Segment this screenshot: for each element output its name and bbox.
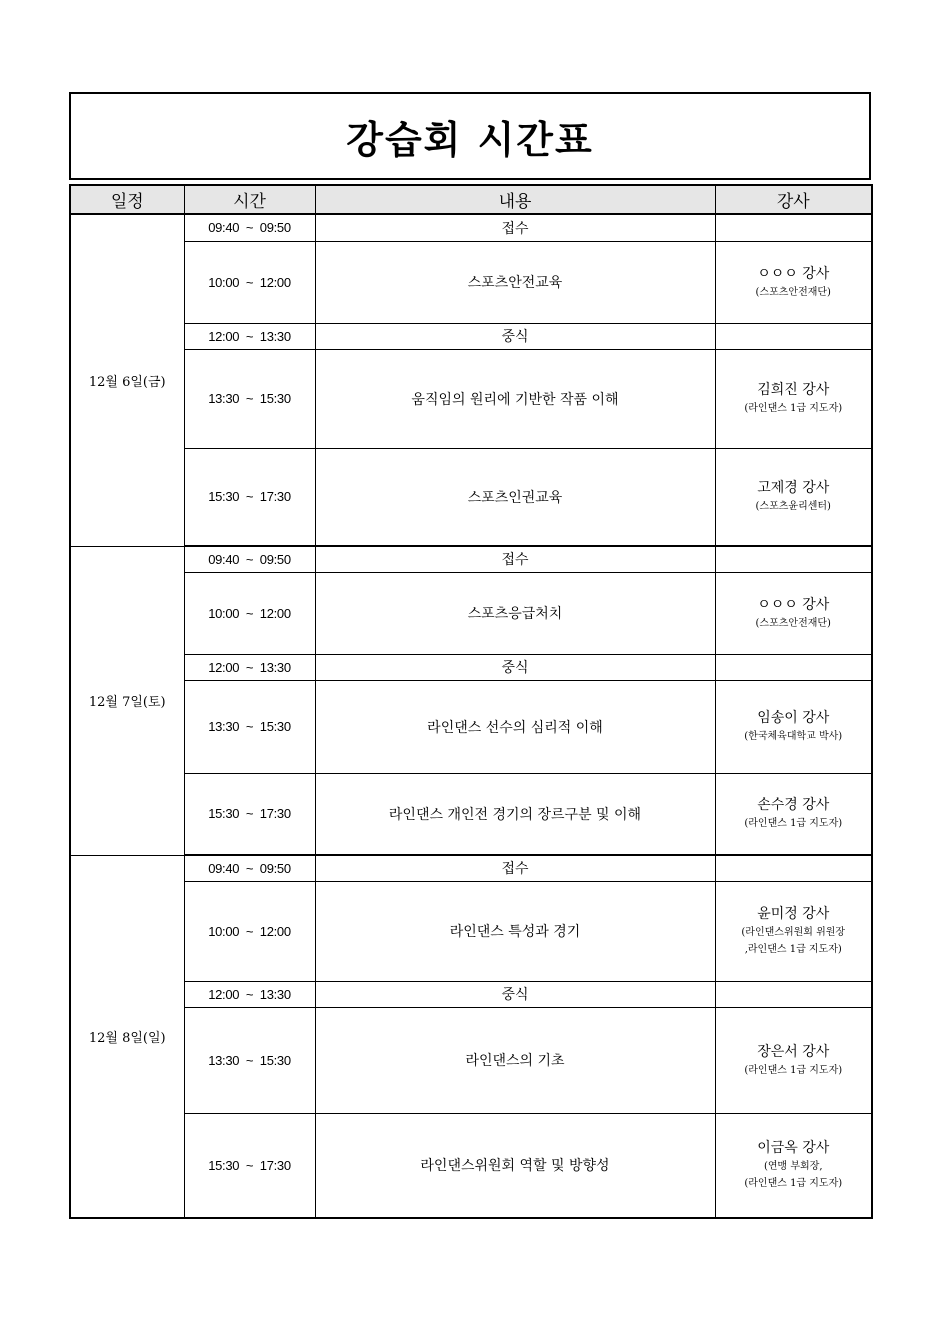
instructor-cell [715,323,872,349]
date-cell: 12월 8일(일) [70,855,184,1218]
table-row [70,773,872,855]
date-cell: 12월 6일(금) [70,214,184,546]
content-cell: 중식 [315,981,715,1007]
time-cell: 13:30 ~ 15:30 [184,1007,315,1113]
instructor-name: 이금옥 강사 [757,1140,830,1157]
time-cell: 15:30 ~ 17:30 [184,1113,315,1218]
time-cell: 12:00 ~ 13:30 [184,981,315,1007]
table-row [70,855,872,881]
instructor-affiliation: (라인댄스 1급 지도자) [744,1178,843,1190]
content-cell: 움직임의 원리에 기반한 작품 이해 [315,349,715,448]
table-row [70,654,872,680]
instructor-cell [715,654,872,680]
title-box [69,92,871,180]
header-time: 시간 [184,185,315,214]
table-row [70,241,872,323]
table-row [70,546,872,572]
table-row [70,680,872,773]
table-row [70,981,872,1007]
instructor-name: ㅇㅇㅇ 강사 [757,265,830,282]
instructor-cell [715,1113,872,1218]
instructor-name: 고제경 강사 [757,480,830,497]
instructor-cell [715,572,872,654]
instructor-cell [715,881,872,981]
instructor-affiliation: (스포츠윤리센터) [755,501,831,513]
schedule-body [70,214,872,1218]
table-row [70,323,872,349]
header-instructor: 강사 [715,185,872,214]
instructor-cell [715,448,872,546]
instructor-cell [715,773,872,855]
content-cell: 라인댄스 개인전 경기의 장르구분 및 이해 [315,773,715,855]
time-cell: 09:40 ~ 09:50 [184,546,315,572]
instructor-name: ㅇㅇㅇ 강사 [757,596,830,613]
instructor-name: 임송이 강사 [757,710,830,726]
instructor-affiliation: (스포츠안전재단) [755,617,831,629]
time-cell: 10:00 ~ 12:00 [184,881,315,981]
instructor-cell [715,214,872,241]
instructor-affiliation: (라인댄스위원회 위원장 [741,927,846,938]
content-cell: 스포츠인권교육 [315,448,715,546]
time-cell: 10:00 ~ 12:00 [184,572,315,654]
time-cell: 09:40 ~ 09:50 [184,855,315,881]
content-cell: 중식 [315,323,715,349]
time-cell: 10:00 ~ 12:00 [184,241,315,323]
table-row [70,349,872,448]
content-cell: 라인댄스 선수의 심리적 이해 [315,680,715,773]
instructor-cell [715,546,872,572]
content-cell: 라인댄스위원회 역할 및 방향성 [315,1113,715,1218]
content-cell: 라인댄스 특성과 경기 [315,881,715,981]
instructor-cell [715,680,872,773]
instructor-cell [715,349,872,448]
content-cell: 접수 [315,855,715,881]
instructor-affiliation: (스포츠안전재단) [755,286,831,298]
time-cell: 13:30 ~ 15:30 [184,680,315,773]
header-row [70,185,872,214]
schedule-table [69,184,873,1219]
instructor-affiliation: (라인댄스 1급 지도자) [744,1064,843,1076]
header-content: 내용 [315,185,715,214]
instructor-name: 윤미정 강사 [757,906,830,922]
instructor-affiliation: (라인댄스 1급 지도자) [744,403,843,414]
date-cell: 12월 7일(토) [70,546,184,855]
time-cell: 15:30 ~ 17:30 [184,448,315,546]
instructor-affiliation: (한국체육대학교 박사) [744,731,843,742]
content-cell: 라인댄스의 기초 [315,1007,715,1113]
content-cell: 중식 [315,654,715,680]
table-row [70,214,872,241]
content-cell: 접수 [315,546,715,572]
content-cell: 스포츠응급처치 [315,572,715,654]
instructor-affiliation: (라인댄스 1급 지도자) [744,818,843,830]
time-cell: 15:30 ~ 17:30 [184,773,315,855]
time-cell: 09:40 ~ 09:50 [184,214,315,241]
time-cell: 12:00 ~ 13:30 [184,323,315,349]
instructor-name: 김희진 강사 [757,382,830,398]
page-title: 강습회 시간표 [346,117,594,162]
instructor-name: 장은서 강사 [757,1043,830,1060]
time-cell: 12:00 ~ 13:30 [184,654,315,680]
instructor-cell [715,855,872,881]
instructor-cell [715,981,872,1007]
content-cell: 접수 [315,214,715,241]
instructor-affiliation: ,라인댄스 1급 지도자) [744,944,842,955]
instructor-cell [715,1007,872,1113]
table-row [70,448,872,546]
instructor-cell [715,241,872,323]
table-row [70,572,872,654]
instructor-affiliation: (연맹 부회장, [763,1161,823,1173]
content-cell: 스포츠안전교육 [315,241,715,323]
time-cell: 13:30 ~ 15:30 [184,349,315,448]
header-date: 일정 [70,185,184,214]
instructor-name: 손수경 강사 [757,797,830,814]
table-row [70,1113,872,1218]
table-row [70,881,872,981]
table-row [70,1007,872,1113]
